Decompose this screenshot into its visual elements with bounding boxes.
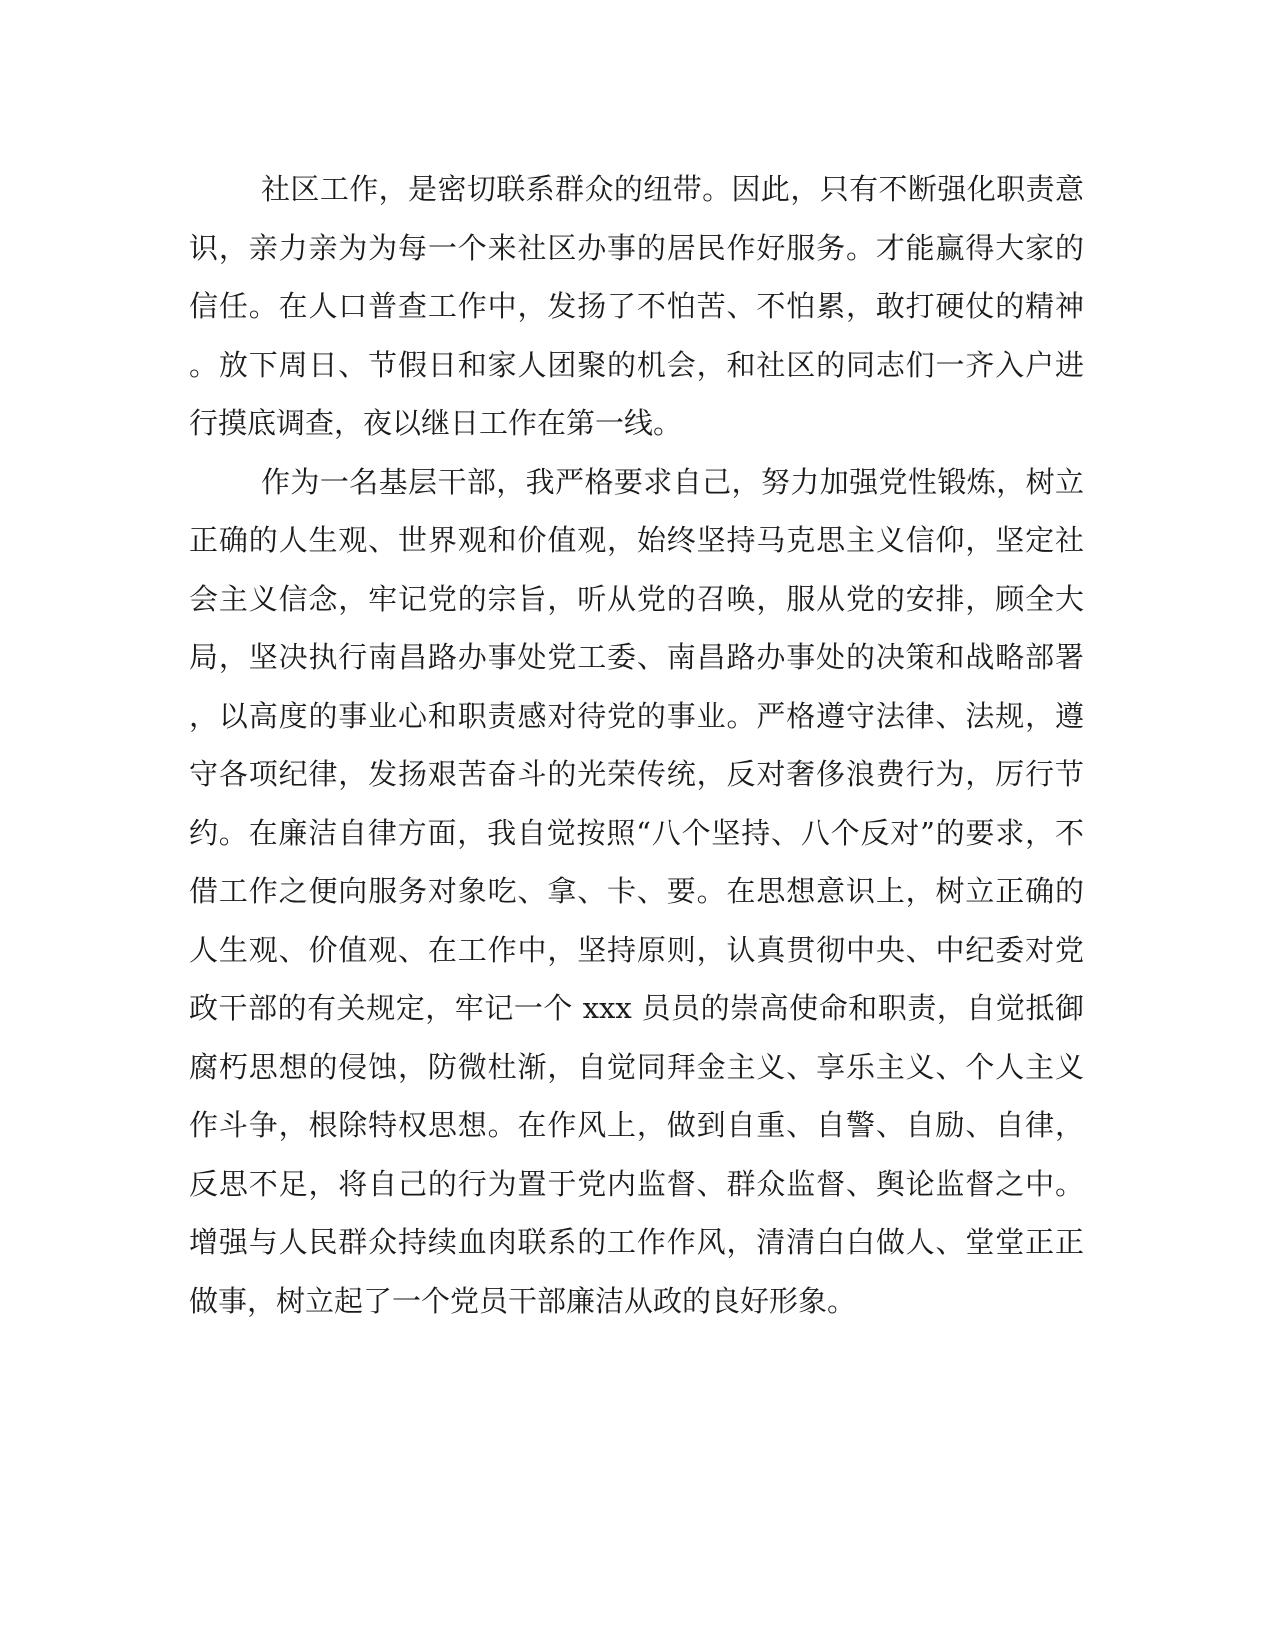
text-line: 识，亲力亲为为每一个来社区办事的居民作好服务。才能赢得大家的 (189, 230, 1084, 265)
paragraph-cadre-discipline (189, 453, 1084, 1331)
text-line: 做事，树立起了一个党员干部廉洁从政的良好形象。 (189, 1283, 857, 1318)
text-line: 信任。在人口普查工作中，发扬了不怕苦、不怕累，敢打硬仗的精神 (189, 289, 1084, 323)
text-line: 人生观、价值观、在工作中，坚持原则，认真贯彻中央、中纪委对党 (189, 932, 1084, 967)
text-line: 。放下周日、节假日和家人团聚的机会，和社区的同志们一齐入户进 (189, 347, 1084, 382)
document-body (189, 160, 1084, 1330)
text-line: 行摸底调查，夜以继日工作在第一线。 (189, 406, 683, 440)
text-line: 约。在廉洁自律方面，我自觉按照“八个坚持、八个反对”的要求，不 (189, 815, 1084, 850)
text-line: 作为一名基层干部，我严格要求自己，努力加强党性锻炼，树立 (261, 464, 1084, 499)
text-line: ，以高度的事业心和职责感对待党的事业。严格遵守法律、法规，遵 (189, 698, 1084, 733)
text-line: 局，坚决执行南昌路办事处党工委、南昌路办事处的决策和战略部署 (189, 640, 1084, 674)
text-line: 腐朽思想的侵蚀，防微杜渐，自觉同拜金主义、享乐主义、个人主义 (189, 1049, 1084, 1084)
text-line: 守各项纪律，发扬艰苦奋斗的光荣传统，反对奢侈浪费行为，厉行节 (189, 757, 1084, 791)
text-line: 增强与人民群众持续血肉联系的工作作风，清清白白做人、堂堂正正 (189, 1225, 1084, 1259)
text-line: 反思不足，将自己的行为置于党内监督、群众监督、舆论监督之中。 (189, 1166, 1084, 1201)
paragraph-community-work (189, 160, 1084, 453)
text-line: 作斗争，根除特权思想。在作风上，做到自重、自警、自励、自律， (189, 1108, 1084, 1142)
text-line: 正确的人生观、世界观和价值观，始终坚持马克思主义信仰，坚定社 (189, 523, 1084, 557)
text-line: 社区工作，是密切联系群众的纽带。因此，只有不断强化职责意 (261, 172, 1084, 206)
text-line: 借工作之便向服务对象吃、拿、卡、要。在思想意识上，树立正确的 (189, 874, 1084, 908)
text-line: 政干部的有关规定，牢记一个 xxx 员员的崇高使命和职责，自觉抵御 (189, 991, 1084, 1025)
text-line: 会主义信念，牢记党的宗旨，听从党的召唤，服从党的安排，顾全大 (189, 581, 1084, 616)
